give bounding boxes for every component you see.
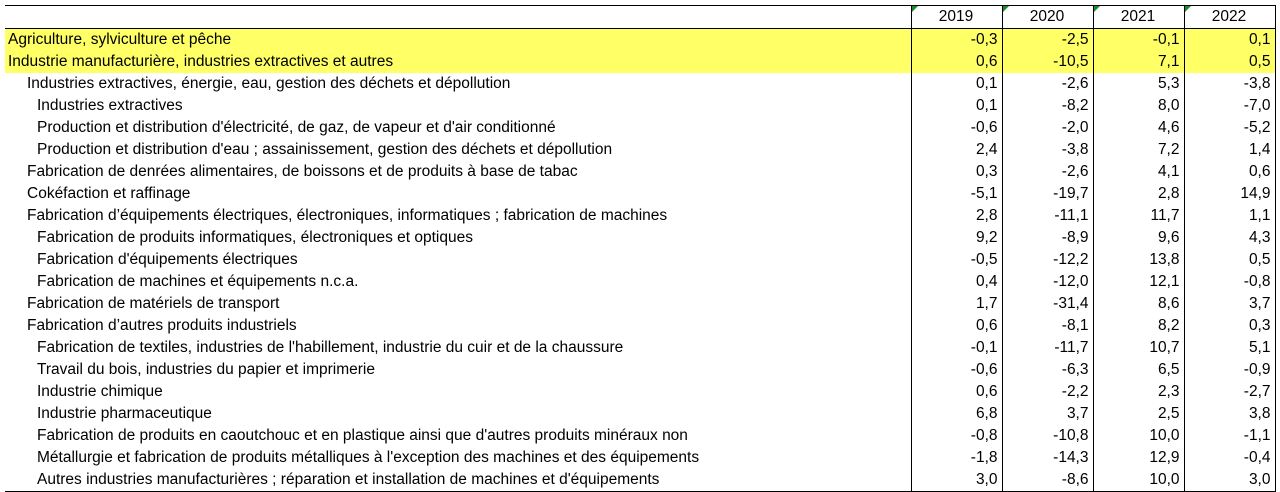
value-cell[interactable]: 9,6 bbox=[1093, 227, 1184, 249]
value-cell[interactable]: 0,1 bbox=[911, 73, 1002, 95]
value-cell[interactable]: -10,5 bbox=[1002, 51, 1093, 73]
row-label-cell[interactable]: Fabrication de matériels de transport bbox=[27, 295, 280, 312]
value-cell[interactable]: 9,2 bbox=[911, 227, 1002, 249]
value-cell[interactable]: 2,3 bbox=[1093, 381, 1184, 403]
value-cell[interactable]: -0,1 bbox=[911, 337, 1002, 359]
value-cell[interactable]: 5,1 bbox=[1184, 337, 1275, 359]
value-cell[interactable]: 4,1 bbox=[1093, 161, 1184, 183]
value-cell[interactable]: 0,6 bbox=[911, 315, 1002, 337]
row-label-cell[interactable]: Industrie manufacturière, industries extractives et autres bbox=[5, 51, 911, 73]
row-label-cell[interactable]: Production et distribution d'eau ; assainissement, gestion des déchets et dépollution bbox=[37, 141, 613, 158]
table-row bbox=[5, 359, 1275, 381]
table-row bbox=[5, 381, 1275, 403]
table-row bbox=[5, 29, 1275, 52]
value-cell[interactable]: 3,0 bbox=[911, 469, 1002, 492]
table-row bbox=[5, 271, 1275, 293]
value-cell[interactable]: -2,5 bbox=[1002, 29, 1093, 52]
value-cell[interactable]: 0,1 bbox=[1184, 29, 1275, 52]
value-cell[interactable]: -0,4 bbox=[1184, 447, 1275, 469]
value-cell[interactable]: 10,0 bbox=[1093, 469, 1184, 492]
year-header[interactable]: 2021 bbox=[1093, 6, 1184, 29]
value-cell[interactable]: -14,3 bbox=[1002, 447, 1093, 469]
table-row bbox=[5, 249, 1275, 271]
value-cell[interactable]: -7,0 bbox=[1184, 95, 1275, 117]
row-label-cell[interactable]: Autres industries manufacturières ; réparation et installation de machines et d'équipements bbox=[5, 469, 911, 492]
table-row bbox=[5, 205, 1275, 227]
value-cell[interactable]: 0,3 bbox=[911, 161, 1002, 183]
row-label-cell[interactable]: Fabrication d'équipements électriques bbox=[37, 251, 298, 268]
table-row bbox=[5, 447, 1275, 469]
value-cell[interactable]: -19,7 bbox=[1002, 183, 1093, 205]
value-cell[interactable]: 13,8 bbox=[1093, 249, 1184, 271]
value-cell[interactable]: 2,8 bbox=[1093, 183, 1184, 205]
value-cell[interactable]: 6,5 bbox=[1093, 359, 1184, 381]
value-cell[interactable]: -0,5 bbox=[911, 249, 1002, 271]
value-cell[interactable]: 8,6 bbox=[1093, 293, 1184, 315]
table-row bbox=[5, 469, 1275, 492]
value-cell[interactable]: 1,4 bbox=[1184, 139, 1275, 161]
value-cell[interactable]: 3,8 bbox=[1184, 403, 1275, 425]
table-row bbox=[5, 315, 1275, 337]
value-cell[interactable]: -6,3 bbox=[1002, 359, 1093, 381]
table-row bbox=[5, 73, 1275, 95]
row-label-cell[interactable]: Fabrication d’autres produits industriels bbox=[27, 317, 297, 334]
row-label-cell[interactable]: Fabrication de textiles, industries de l'habillement, industrie du cuir et de la chaussure bbox=[37, 339, 624, 356]
value-cell[interactable]: 0,1 bbox=[911, 95, 1002, 117]
value-cell[interactable]: -2,2 bbox=[1002, 381, 1093, 403]
table-row bbox=[5, 95, 1275, 117]
value-cell[interactable]: 12,1 bbox=[1093, 271, 1184, 293]
table-row bbox=[5, 183, 1275, 205]
value-cell[interactable]: 2,5 bbox=[1093, 403, 1184, 425]
value-cell[interactable]: 4,6 bbox=[1093, 117, 1184, 139]
value-cell[interactable]: -1,8 bbox=[911, 447, 1002, 469]
value-cell[interactable]: -1,1 bbox=[1184, 425, 1275, 447]
value-cell[interactable]: -3,8 bbox=[1184, 73, 1275, 95]
table-body bbox=[5, 6, 1275, 492]
value-cell[interactable]: 0,6 bbox=[911, 51, 1002, 73]
value-cell[interactable]: 0,3 bbox=[1184, 315, 1275, 337]
header-corner-cell[interactable] bbox=[5, 6, 911, 29]
table-row bbox=[5, 51, 1275, 73]
value-cell[interactable]: 14,9 bbox=[1184, 183, 1275, 205]
value-cell[interactable]: 8,2 bbox=[1093, 315, 1184, 337]
value-cell[interactable]: -2,7 bbox=[1184, 381, 1275, 403]
value-cell[interactable]: -8,6 bbox=[1002, 469, 1093, 492]
header-row bbox=[5, 6, 1275, 29]
value-cell[interactable]: 10,0 bbox=[1093, 425, 1184, 447]
value-cell[interactable]: 0,5 bbox=[1184, 249, 1275, 271]
table-row bbox=[5, 337, 1275, 359]
table-row bbox=[5, 403, 1275, 425]
value-cell[interactable]: 10,7 bbox=[1093, 337, 1184, 359]
value-cell[interactable]: 8,0 bbox=[1093, 95, 1184, 117]
value-cell[interactable]: -11,7 bbox=[1002, 337, 1093, 359]
row-label-cell[interactable]: Fabrication de produits en caoutchouc et en plastique ainsi que d'autres produits minéraux non bbox=[37, 427, 688, 444]
value-cell[interactable]: -10,8 bbox=[1002, 425, 1093, 447]
value-cell[interactable]: 0,6 bbox=[1184, 161, 1275, 183]
value-cell[interactable]: 1,1 bbox=[1184, 205, 1275, 227]
value-cell[interactable]: -8,9 bbox=[1002, 227, 1093, 249]
value-cell[interactable]: 6,8 bbox=[911, 403, 1002, 425]
value-cell[interactable]: 3,7 bbox=[1184, 293, 1275, 315]
table-row bbox=[5, 117, 1275, 139]
value-cell[interactable]: -8,2 bbox=[1002, 95, 1093, 117]
value-cell[interactable]: -2,6 bbox=[1002, 161, 1093, 183]
row-label-cell[interactable]: Fabrication de produits informatiques, électroniques et optiques bbox=[37, 229, 473, 246]
value-cell[interactable]: 0,6 bbox=[911, 381, 1002, 403]
row-label-cell[interactable]: Fabrication d’équipements électriques, électroniques, informatiques ; fabrication de machines bbox=[27, 207, 668, 224]
value-cell[interactable]: -0,9 bbox=[1184, 359, 1275, 381]
value-cell[interactable]: 0,4 bbox=[911, 271, 1002, 293]
value-cell[interactable]: 0,5 bbox=[1184, 51, 1275, 73]
value-cell[interactable]: -11,1 bbox=[1002, 205, 1093, 227]
value-cell[interactable]: -0,6 bbox=[911, 117, 1002, 139]
value-cell[interactable]: -0,6 bbox=[911, 359, 1002, 381]
row-label-cell[interactable]: Production et distribution d'électricité, de gaz, de vapeur et d'air conditionné bbox=[37, 119, 556, 136]
value-cell[interactable]: 12,9 bbox=[1093, 447, 1184, 469]
value-cell[interactable]: -0,8 bbox=[911, 425, 1002, 447]
value-cell[interactable]: 7,1 bbox=[1093, 51, 1184, 73]
row-label-cell[interactable]: Industrie pharmaceutique bbox=[37, 405, 212, 422]
value-cell[interactable]: 2,8 bbox=[911, 205, 1002, 227]
value-cell[interactable]: -12,0 bbox=[1002, 271, 1093, 293]
row-label-cell[interactable]: Agriculture, sylviculture et pêche bbox=[5, 29, 911, 52]
value-cell[interactable]: -3,8 bbox=[1002, 139, 1093, 161]
table-row bbox=[5, 161, 1275, 183]
year-header[interactable]: 2019 bbox=[911, 6, 1002, 29]
value-cell[interactable]: -5,2 bbox=[1184, 117, 1275, 139]
row-label-cell[interactable]: Cokéfaction et raffinage bbox=[27, 185, 191, 202]
value-cell[interactable]: 11,7 bbox=[1093, 205, 1184, 227]
row-label-cell[interactable]: Industries extractives, énergie, eau, gestion des déchets et dépollution bbox=[27, 75, 511, 92]
row-label-cell[interactable]: Fabrication de machines et équipements n.c.a. bbox=[37, 273, 359, 290]
value-cell[interactable]: 7,2 bbox=[1093, 139, 1184, 161]
row-label-cell[interactable]: Métallurgie et fabrication de produits métalliques à l'exception des machines et des équipements bbox=[37, 449, 700, 466]
value-cell[interactable]: -0,3 bbox=[911, 29, 1002, 52]
value-cell[interactable]: 4,3 bbox=[1184, 227, 1275, 249]
value-cell[interactable]: -8,1 bbox=[1002, 315, 1093, 337]
table-row bbox=[5, 227, 1275, 249]
row-label-cell[interactable]: Industrie chimique bbox=[37, 383, 163, 400]
value-cell[interactable]: -31,4 bbox=[1002, 293, 1093, 315]
value-cell[interactable]: -0,1 bbox=[1093, 29, 1184, 52]
value-cell[interactable]: -12,2 bbox=[1002, 249, 1093, 271]
table-row bbox=[5, 293, 1275, 315]
table-row bbox=[5, 139, 1275, 161]
value-cell[interactable]: 5,3 bbox=[1093, 73, 1184, 95]
year-header[interactable]: 2020 bbox=[1002, 6, 1093, 29]
value-cell[interactable]: 3,0 bbox=[1184, 469, 1275, 492]
value-cell[interactable]: 2,4 bbox=[911, 139, 1002, 161]
value-cell[interactable]: -2,6 bbox=[1002, 73, 1093, 95]
table-row bbox=[5, 425, 1275, 447]
data-table bbox=[5, 5, 1276, 492]
row-label-cell[interactable]: Fabrication de denrées alimentaires, de boissons et de produits à base de tabac bbox=[27, 163, 578, 180]
row-label-cell[interactable]: Travail du bois, industries du papier et imprimerie bbox=[37, 361, 375, 378]
value-cell[interactable]: -0,8 bbox=[1184, 271, 1275, 293]
row-label-cell[interactable]: Industries extractives bbox=[37, 97, 183, 114]
value-cell[interactable]: 3,7 bbox=[1002, 403, 1093, 425]
year-header[interactable]: 2022 bbox=[1184, 6, 1275, 29]
value-cell[interactable]: -5,1 bbox=[911, 183, 1002, 205]
value-cell[interactable]: 1,7 bbox=[911, 293, 1002, 315]
value-cell[interactable]: -2,0 bbox=[1002, 117, 1093, 139]
